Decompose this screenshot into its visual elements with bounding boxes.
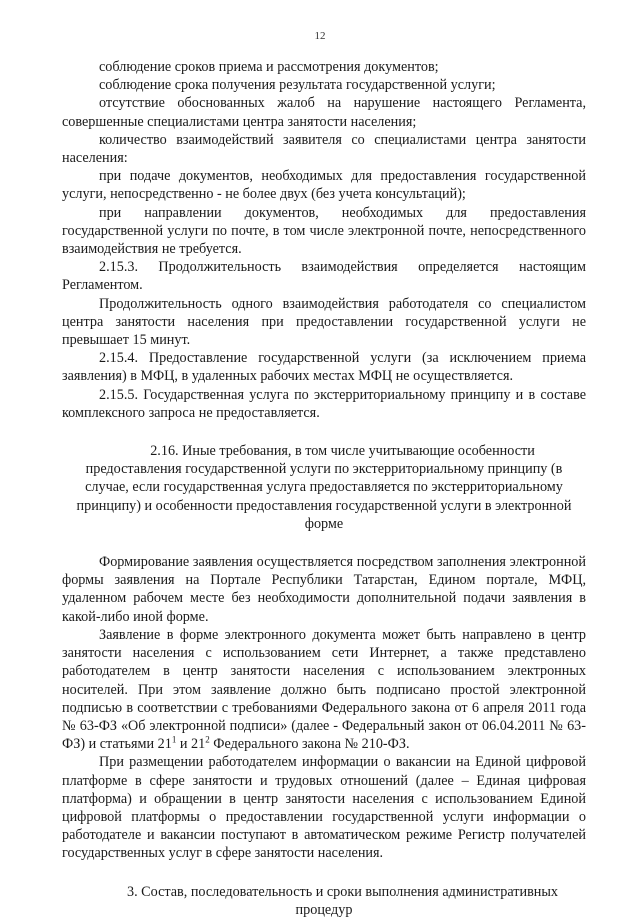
paragraph: 2.15.5. Государственная услуга по экстерриториальному принципу и в составе комплексного запроса не предоставляется.: [62, 386, 586, 421]
section-heading-3: 3. Состав, последовательность и сроки выполнения административных процедур: [126, 883, 559, 918]
paragraph: При размещении работодателем информации о вакансии на Единой цифровой платформе в сфере занятости и трудовых отношений (далее – Единая цифровая платформа) и обращении в центр занятости населения с использованием Единой цифровой платформы о предоставлении государственной услуги информации о работодателе и вакансии поступают в автоматическом режиме Регистр получателей государственных услуг в сфере занятости населения.: [62, 754, 586, 862]
paragraph: Продолжительность одного взаимодействия работодателя со специалистом центра занятости населения при предоставлении государственной услуги не превышает 15 минут.: [62, 295, 586, 349]
page-number: 12: [314, 30, 326, 42]
paragraph: 2.15.3. Продолжительность взаимодействия определяется настоящим Регламентом.: [62, 259, 586, 294]
paragraph: отсутствие обоснованных жалоб на нарушение настоящего Регламента, совершенные специалистами центра занятости населения;: [62, 95, 586, 130]
paragraph: соблюдение сроков приема и рассмотрения документов;: [99, 59, 439, 75]
paragraph: при направлении документов, необходимых для предоставления государственной услуги по почте, в том числе электронной почте, непосредственного взаимодействия не требуется.: [62, 204, 586, 258]
section-heading-2-16: 2.16. Иные требования, в том числе учитывающие особенности предоставления государственной услуги по экстерриториальному принципу (в случае, если государственная услуга предоставляется по экстерриториальному принципу) и особенности предоставления государственной услуги в электронной форме: [76, 443, 572, 532]
superscript: 1: [171, 734, 177, 745]
paragraph: [62, 626, 586, 753]
paragraph: количество взаимодействий заявителя со специалистами центра занятости населения:: [62, 131, 586, 167]
paragraph: Формирование заявления осуществляется посредством заполнения электронной формы заявления на Портале Республики Татарстан, Едином портале, МФЦ, удаленном рабочем месте без необходимости дополнительной подачи заявления в какой-либо иной форме.: [62, 554, 586, 625]
superscript: 2: [205, 734, 210, 745]
paragraph-text: Заявление в форме электронного документа может быть направлено в центр занятости населения с использованием сети Интернет, а также представлено работодателем в центр занятости населения с использованием электронных носителей. При этом заявление должно быть подписано простой электронной подписью в соответствии с требованиями Федерального закона от 6 апреля 2011 года № 63-ФЗ «Об электронной подписи» (далее - Федеральный закон от 06.04.2011 № 63-ФЗ) и статьями 21: [62, 626, 586, 753]
paragraph: соблюдение срока получения результата государственной услуги;: [99, 77, 496, 94]
paragraph-text: Федерального закона № 210-ФЗ.: [209, 736, 410, 753]
paragraph-text: и 21: [176, 736, 206, 753]
paragraph: при подаче документов, необходимых для предоставления государственной услуги, непосредственно - не более двух (без учета консультаций);: [62, 168, 586, 203]
document-body: [62, 58, 586, 919]
paragraph: 2.15.4. Предоставление государственной услуги (за исключением приема заявления) в МФЦ, в удаленных рабочих местах МФЦ не осуществляется.: [62, 350, 586, 385]
